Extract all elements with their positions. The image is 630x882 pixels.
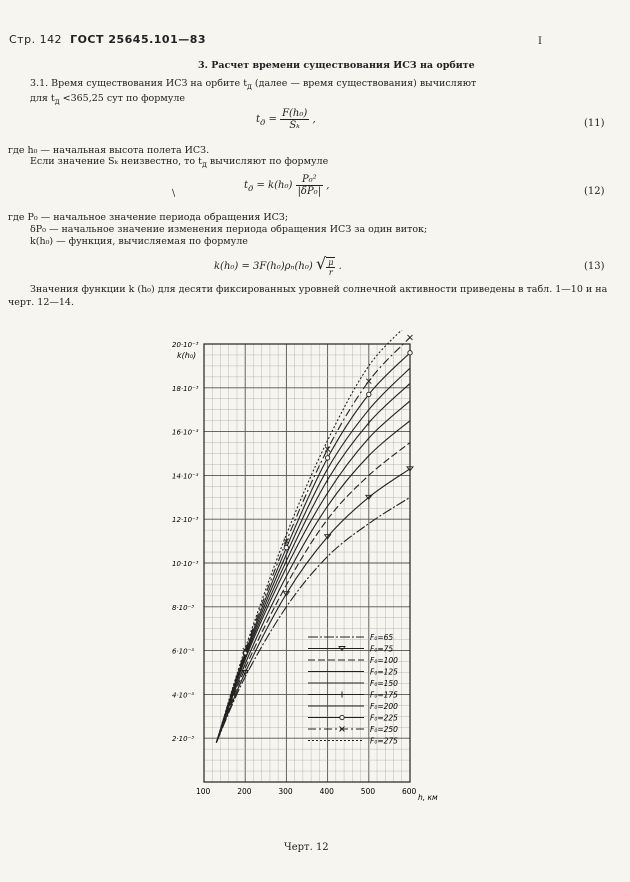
section-title: 3. Расчет времени существования ИСЗ на орбите [198, 60, 475, 71]
paragraph-values-line1: Значения функции k (h₀) для десяти фиксированных уровней солнечной активности приведены в табл. 1—10 и на [30, 284, 608, 295]
paragraph-values-line2: черт. 12—14. [8, 297, 74, 308]
legend-label: F₀=150 [370, 679, 398, 688]
paragraph-if-sk-unknown: Если значение Sₖ неизвестно, то $t_д$ вычисляют по формуле [30, 156, 329, 169]
legend-label: F₀=250 [370, 725, 398, 734]
where-dp0: δP₀ — начальное значение изменения периода обращения ИСЗ за один виток; [30, 224, 428, 235]
chart-legend [308, 633, 398, 746]
legend-label: F₀=225 [370, 713, 398, 723]
equation-11-number: (11) [584, 118, 605, 129]
legend-label: F₀=275 [370, 736, 398, 746]
legend-item [308, 725, 398, 734]
y-tick-label: 16·10⁻³ [172, 428, 199, 437]
figure-caption: Черт. 12 [284, 842, 329, 853]
marker-circle [325, 456, 329, 460]
legend-item [308, 702, 398, 711]
standard-code: ГОСТ 25645.101—83 [70, 33, 207, 46]
x-tick-label: 400 [319, 787, 334, 796]
legend-label: F₀=100 [370, 656, 398, 665]
legend-label: F₀=200 [370, 702, 398, 711]
paragraph-3-1-line1: 3.1. Время существования ИСЗ на орбите $t_д$ (далее — время существования) вычисляют [30, 78, 477, 91]
where-p0: где P₀ — начальное значение периода обращения ИСЗ; [8, 212, 289, 223]
legend-label: F₀=125 [370, 667, 398, 677]
where-h0: где h₀ — начальная высота полета ИСЗ. [8, 145, 210, 156]
y-tick-label: 14·10⁻³ [172, 472, 199, 481]
x-tick-label: 500 [360, 787, 376, 796]
y-tick-label: 10·10⁻³ [172, 560, 199, 568]
where-k: k(h₀) — функция, вычисляемая по формуле [30, 236, 248, 247]
legend-label: F₀=175 [370, 690, 398, 700]
marker-circle [408, 351, 412, 355]
equation-12-number: (12) [584, 186, 605, 197]
y-tick-label: 4·10⁻³ [172, 691, 195, 700]
legend-label: F₀=65 [370, 633, 394, 642]
paragraph-3-1-line2: для $t_д <365,25$ сут по формуле [30, 93, 185, 106]
legend-item [308, 633, 393, 642]
legend-item [308, 714, 398, 723]
y-axis-label: k(h₀) [177, 351, 197, 360]
legend-item [308, 645, 393, 654]
legend-item [308, 668, 398, 677]
page-header [9, 33, 206, 46]
legend-label: F₀=75 [370, 644, 394, 654]
marker-circle [340, 715, 344, 719]
x-tick-label: 600 [402, 787, 417, 796]
chart-12 [150, 330, 440, 810]
equation-11: $t_д$ = $\frac{\text{F(h₀)}}{\text{Sₖ}}$ , [256, 108, 316, 131]
x-tick-label: 100 [196, 787, 211, 796]
equation-12: $t_д = k(h_0)$ $\frac{\text{P₀²}}{\text{|δP₀|}}$ , [244, 174, 330, 197]
y-tick-label: 12·10⁻³ [172, 516, 199, 525]
y-tick-label: 20·10⁻³ [172, 341, 199, 349]
equation-13: k(h₀) = 3F(h₀)ρₙ(h₀) √ $\frac{\mu}{r}$ . [214, 254, 342, 277]
page-number: Стр. 142 [9, 33, 63, 46]
equation-13-number: (13) [584, 261, 605, 272]
marker-circle [367, 392, 371, 396]
stray-mark: \ [172, 188, 176, 199]
x-tick-label: 300 [278, 787, 293, 796]
x-axis-label: h, км [418, 793, 438, 802]
x-tick-label: 200 [237, 787, 252, 796]
marker-circle [284, 545, 288, 549]
y-tick-label: 18·10⁻³ [172, 384, 199, 393]
legend-item [308, 656, 398, 665]
y-tick-label: 8·10⁻³ [172, 603, 195, 612]
corner-mark: I [538, 36, 542, 47]
y-tick-label: 6·10⁻³ [172, 647, 195, 656]
legend-item [308, 679, 398, 688]
marker-cross [408, 335, 413, 340]
y-tick-label: 2·10⁻³ [172, 735, 195, 744]
legend-item [308, 691, 398, 700]
